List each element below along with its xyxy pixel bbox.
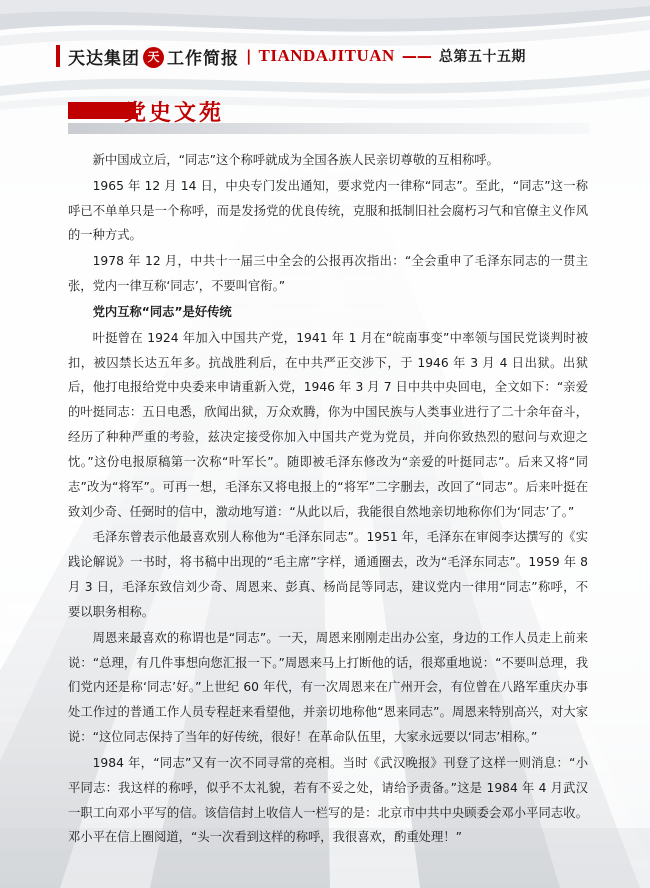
article-paragraph: 1978 年 12 月，中共十一届三中全会的公报再次指出：“全会重申了毛泽东同志的一贯主张，党内一律互称‘同志’，不要叫官衔。” [68, 254, 588, 294]
masthead-issue-number: 总第五十五期 [438, 49, 526, 65]
article-body [68, 148, 588, 851]
masthead-publication-name: 工作简报 [167, 48, 239, 69]
masthead-company-name: 天达集团 [68, 48, 140, 69]
article-paragraph: 新中国成立后，“同志”这个称呼就成为全国各族人民亲切尊敬的互相称呼。 [92, 153, 499, 167]
article-paragraph: 1984 年，“同志”又有一次不同寻常的亮相。当时《武汉晚报》刊登了这样一则消息：“小平同志：我这样的称呼，似乎不太礼貌，若有不妥之处，请给予责备。”这是 1984 年 4 月武汉一职工向邓小平写的信。该信信封上收信人一栏写的是：北京市中共中央顾委会邓小平同志收。邓小平在信上圈阅道，“头一次看到这样的称呼，我很喜欢，酌重处理！” [68, 755, 588, 845]
article-paragraph: 毛泽东曾表示他最喜欢别人称他为“毛泽东同志”。1951 年，毛泽东在审阅李达撰写的《实践论解说》一书时，将书稿中出现的“毛主席”字样，通通圈去，改为“毛泽东同志”。1959 年 8 月 3 日，毛泽东致信刘少奇、周恩来、彭真、杨尚昆等同志，建议党内一律用“同志”称呼，不要以职务相称。 [68, 530, 588, 619]
masthead-divider: —— [401, 47, 432, 65]
masthead [0, 30, 650, 82]
article-paragraph: 1965 年 12 月 14 日，中央专门发出通知，要求党内一律称“同志”。至此，“同志”这一称呼已不单单只是一个称呼，而是发扬党的优良传统，克服和抵制旧社会腐朽习气和官僚主义作风的一种方式。 [68, 178, 588, 243]
section-title: 党史文苑 [124, 101, 225, 126]
section-title-band [68, 100, 590, 134]
company-logo-icon [143, 47, 164, 68]
article-paragraph: 周恩来最喜欢的称谓也是“同志”。一天，周恩来刚刚走出办公室，身边的工作人员走上前来说：“总理，有几件事想向您汇报一下。”周恩来马上打断他的话，很郑重地说：“不要叫总理，我们党内还是称‘同志’好。”上世纪 60 年代，有一次周恩来在广州开会，有位曾在八路军重庆办事处工作过的普通工作人员专程赶来看望他，并亲切地称他“恩来同志”。周恩来特别高兴，对大家说：“这位同志保持了当年的好传统，很好！在革命队伍里，大家永远要以‘同志’相称。” [68, 630, 588, 745]
masthead-separator: | [246, 47, 252, 65]
article-paragraph: 叶挺曾在 1924 年加入中国共产党，1941 年 1 月在“皖南事变”中率领与国民党谈判时被扣，被囚禁长达五年多。抗战胜利后，在中共严正交涉下，于 1946 年 3 月 4 日出狱。出狱后，他打电报给党中央委来申请重新入党，1946 年 3 月 7 日中共中央回电，全文如下：“亲爱的叶挺同志：五日电悉，欣闻出狱，万众欢腾，你为中国民族与人类事业进行了二十余年奋斗，经历了种种严重的考验，兹决定接受你加入中国共产党为党员，并向你致热烈的慰问与欢迎之忱。”这份电报原稿第一次称“叶军长”。随即被毛泽东修改为“亲爱的叶挺同志”。后来又将“同志”改为“将军”。可再一想，毛泽东又将电报上的“将军”二字删去，改回了“同志”。后来叶挺在致刘少奇、任弼时的信中，激动地写道：“从此以后，我能很自然地亲切地称你们为‘同志’了。” [68, 330, 588, 519]
masthead-accent-bar [56, 45, 60, 67]
masthead-publication-pinyin: TIANDAJITUAN [258, 46, 395, 65]
article-subheading: 党内互称“同志”是好传统 [92, 304, 232, 319]
company-logo-glyph: 天 [147, 50, 160, 64]
